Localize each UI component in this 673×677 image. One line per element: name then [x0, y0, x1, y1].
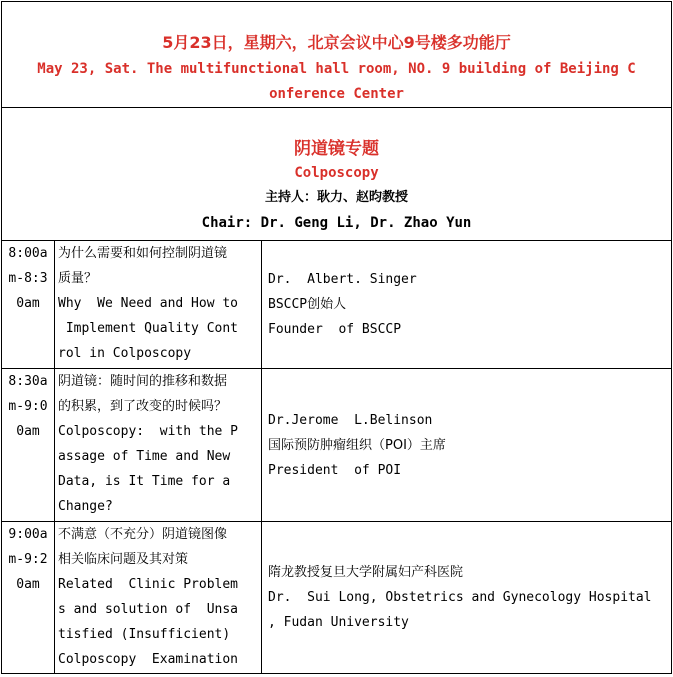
venue-line-en-1: May 23, Sat. The multifunctional hall room, NO. 9 building of Beijing C: [37, 61, 636, 77]
topic-line: assage of Time and New: [58, 449, 231, 464]
topic-line: Why We Need and How to: [58, 296, 239, 311]
topic-line: Data, is It Time for a: [58, 474, 231, 489]
speaker-line: Dr.Jerome L.Belinson: [268, 412, 433, 428]
time-line: m-8:3: [8, 271, 48, 286]
time-line: 0am: [16, 296, 40, 311]
table-row: [2, 369, 672, 522]
speaker-cell: [262, 241, 672, 369]
speaker-line: 隋龙教授复旦大学附属妇产科医院: [268, 565, 464, 580]
time-line: 0am: [16, 577, 40, 592]
time-line: m-9:2: [8, 552, 48, 567]
speaker-line: President of POI: [268, 462, 402, 478]
topic-line: Colposcopy Examination: [58, 652, 239, 667]
speaker-cell: [262, 522, 672, 674]
time-line: 9:00a: [8, 527, 48, 542]
topic-line: 质量？: [58, 271, 98, 286]
venue-header-cell: [2, 2, 672, 108]
table-row: [2, 522, 672, 674]
session-title-cn: 阴道镜专题: [294, 139, 379, 159]
speaker-line: Founder of BSCCP: [268, 322, 402, 337]
time-cell: [2, 369, 55, 522]
time-line: 0am: [16, 424, 40, 439]
topic-line: 不满意（不充分）阴道镜图像: [58, 527, 228, 542]
topic-line: Change?: [58, 499, 113, 514]
session-header-row: [2, 108, 672, 241]
topic-line: tisfied (Insufficient): [58, 627, 231, 642]
time-line: m-9:0: [8, 399, 48, 414]
topic-line: Colposcopy: with the P: [58, 424, 239, 439]
time-line: 8:30a: [8, 374, 48, 389]
topic-line: 阴道镜：随时间的推移和数据: [58, 374, 228, 389]
table-row: [2, 241, 672, 369]
session-chair-cn: 主持人：耿力、赵昀教授: [265, 190, 409, 205]
venue-header-row: [2, 2, 672, 108]
speaker-line: , Fudan University: [268, 615, 409, 630]
topic-cell: [55, 522, 262, 674]
venue-line-cn: 5月23日，星期六，北京会议中心9号楼多功能厅: [162, 33, 511, 52]
topic-cell: [55, 369, 262, 522]
topic-line: Implement Quality Cont: [58, 321, 239, 336]
speaker-line: BSCCP创始人: [268, 297, 347, 312]
topic-line: 为什么需要和如何控制阴道镜: [58, 246, 228, 261]
session-chair-en: Chair: Dr. Geng Li, Dr. Zhao Yun: [201, 215, 472, 231]
topic-line: s and solution of Unsa: [58, 602, 239, 617]
speaker-cell: [262, 369, 672, 522]
time-cell: [2, 241, 55, 369]
time-line: 8:00a: [8, 246, 48, 261]
topic-cell: [55, 241, 262, 369]
speaker-line: Dr. Albert. Singer: [268, 272, 417, 287]
speaker-line: 国际预防肿瘤组织（POI）主席: [268, 437, 446, 453]
topic-line: rol in Colposcopy: [58, 346, 192, 361]
session-header-cell: [2, 108, 672, 241]
topic-line: Related Clinic Problem: [58, 577, 239, 592]
session-title-en: Colposcopy: [294, 165, 379, 181]
speaker-line: Dr. Sui Long, Obstetrics and Gynecology Hospital: [268, 590, 652, 605]
time-cell: [2, 522, 55, 674]
venue-line-en-2: onference Center: [269, 86, 404, 102]
topic-line: 的积累，到了改变的时候吗？: [58, 399, 228, 414]
topic-line: 相关临床问题及其对策: [58, 552, 189, 567]
schedule-table: [1, 1, 672, 674]
